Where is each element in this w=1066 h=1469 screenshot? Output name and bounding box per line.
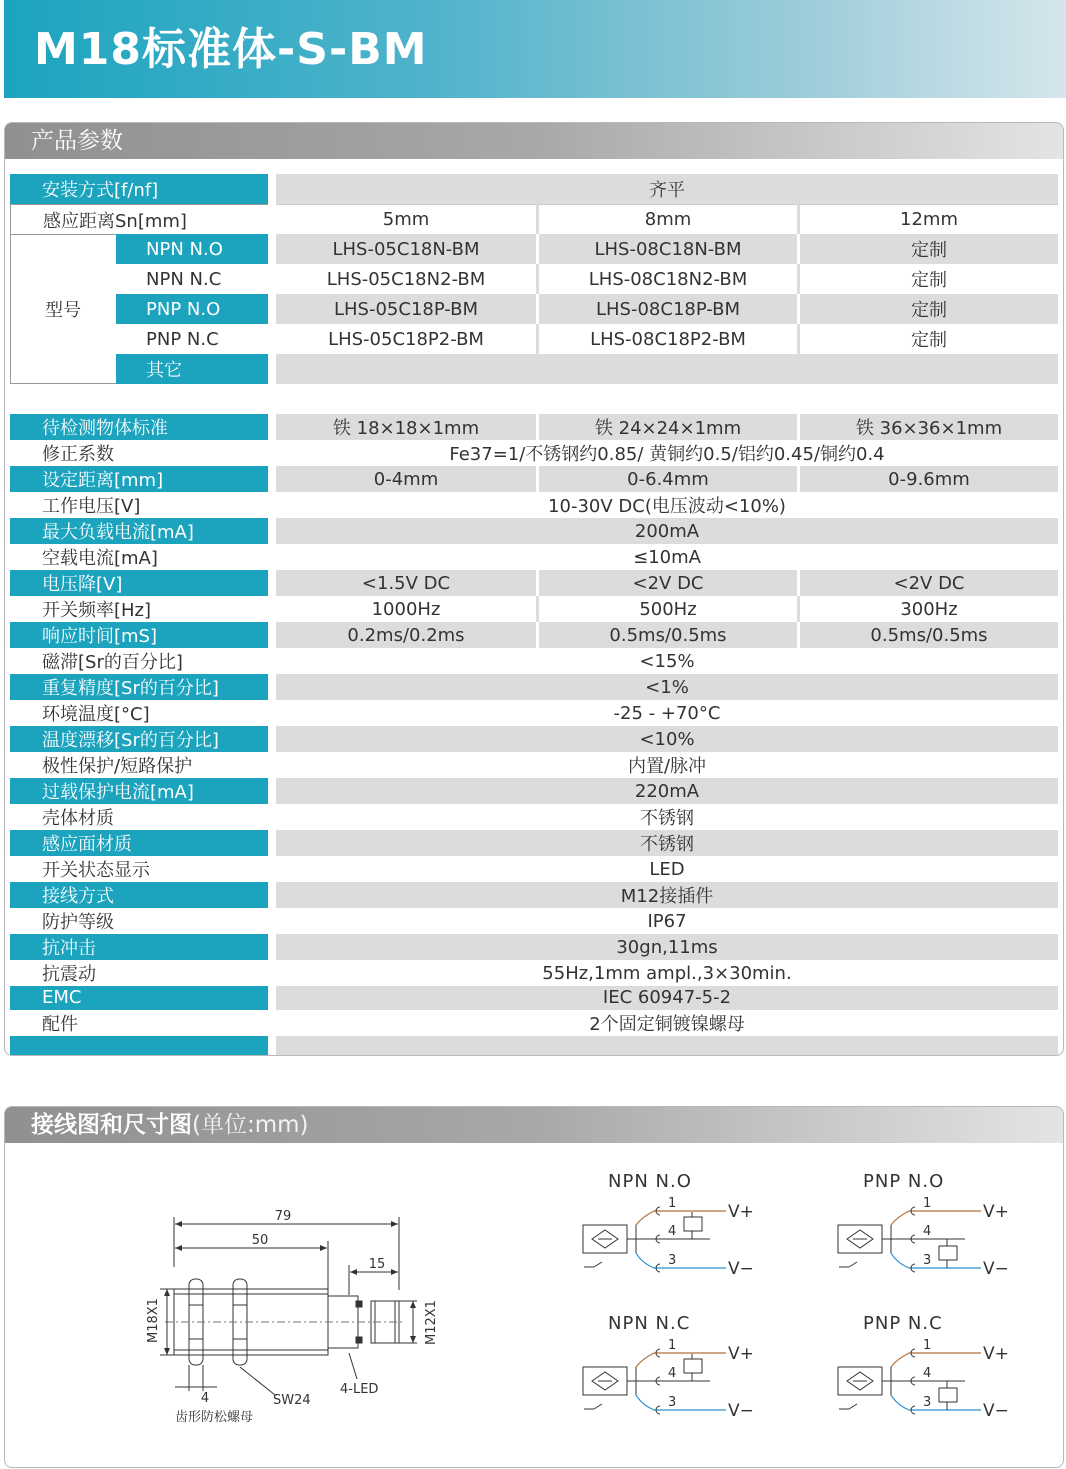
- pin-4: 4: [923, 1224, 932, 1239]
- spec-value: 不锈钢: [276, 830, 1058, 856]
- table-row: [10, 674, 1058, 700]
- table-row: [10, 324, 1058, 354]
- spec-value: 0.5ms/0.5ms: [536, 622, 797, 648]
- table-row: [10, 856, 1058, 882]
- product-params-panel: [4, 122, 1064, 1056]
- spec-label: 空载电流[mA]: [10, 544, 268, 570]
- pin-4: 4: [668, 1366, 677, 1381]
- dim-nut-label: 齿形防松螺母: [175, 1410, 254, 1425]
- dimension-drawing: [135, 1205, 455, 1435]
- v-plus: V+: [728, 1344, 754, 1364]
- table-row: [10, 264, 1058, 294]
- dim-sw24: SW24: [273, 1393, 311, 1408]
- pin-3: 3: [923, 1395, 932, 1410]
- model-cell: 定制: [797, 264, 1058, 294]
- table-row: [10, 752, 1058, 778]
- pin-4: 4: [668, 1224, 677, 1239]
- pin-4: 4: [923, 1366, 932, 1381]
- spec-label: 接线方式: [10, 882, 268, 908]
- model-cell: LHS-08C18P-BM: [536, 294, 797, 324]
- spec-value: 2个固定铜镀镍螺母: [276, 1010, 1058, 1036]
- spec-value: <1%: [276, 674, 1058, 700]
- pin-1: 1: [923, 1196, 932, 1211]
- table-row: [10, 234, 1058, 264]
- spec-label: 开关频率[Hz]: [10, 596, 268, 622]
- dim-50: 50: [251, 1233, 269, 1248]
- table-row: [10, 440, 1058, 466]
- mount-label: 安装方式[f/nf]: [10, 174, 268, 204]
- table-row: [10, 354, 1058, 384]
- spec-label: 开关状态显示: [10, 856, 268, 882]
- table-row: [10, 544, 1058, 570]
- spec-label: 待检测物体标准: [10, 414, 268, 440]
- dim-4: 4: [200, 1391, 210, 1406]
- table-row: [10, 648, 1058, 674]
- wiring-diagram: [835, 1167, 1035, 1287]
- spec-value: IEC 60947-5-2: [276, 986, 1058, 1010]
- model-cell: 定制: [797, 324, 1058, 354]
- spec-value: 不锈钢: [276, 804, 1058, 830]
- spec-value: 1000Hz: [276, 596, 536, 622]
- table-row: [10, 804, 1058, 830]
- spec-label: 抗冲击: [10, 934, 268, 960]
- dim-m18: M18X1: [146, 1298, 161, 1343]
- wiring-title: NPN N.O: [608, 1171, 692, 1192]
- table-row: [10, 622, 1058, 648]
- model-cell: 定制: [797, 294, 1058, 324]
- v-plus: V+: [728, 1202, 754, 1222]
- wiring-diagram: [580, 1167, 780, 1287]
- spec-label: 温度漂移[Sr的百分比]: [10, 726, 268, 752]
- table-row: [10, 518, 1058, 544]
- dim-m12: M12X1: [424, 1300, 439, 1345]
- spec-value: 内置/脉冲: [276, 752, 1058, 778]
- wiring-panel: [4, 1106, 1064, 1468]
- title-banner: [4, 0, 1066, 98]
- pin-3: 3: [668, 1395, 677, 1410]
- table-row: [10, 204, 1058, 234]
- spec-value: <15%: [276, 648, 1058, 674]
- spec-label: 最大负载电流[mA]: [10, 518, 268, 544]
- spec-value: -25 - +70°C: [276, 700, 1058, 726]
- model-cell: LHS-08C18P2-BM: [536, 324, 797, 354]
- spec-table: [10, 414, 1058, 1056]
- v-minus: V−: [983, 1401, 1009, 1421]
- spec-value: 0-6.4mm: [536, 466, 797, 492]
- spec-label: EMC: [10, 986, 268, 1010]
- spec-value: 220mA: [276, 778, 1058, 804]
- dim-79: 79: [274, 1209, 292, 1224]
- table-row: [10, 466, 1058, 492]
- table-row: [10, 492, 1058, 518]
- pin-3: 3: [923, 1253, 932, 1268]
- spec-label: 电压降[V]: [10, 570, 268, 596]
- table-row: [10, 830, 1058, 856]
- spec-label: 过载保护电流[mA]: [10, 778, 268, 804]
- table-row: [10, 1036, 1058, 1056]
- product-params-header: [5, 123, 1063, 159]
- spec-value: 0-9.6mm: [797, 466, 1058, 492]
- table-row: [10, 700, 1058, 726]
- v-plus: V+: [983, 1202, 1009, 1222]
- dim-15: 15: [368, 1257, 386, 1272]
- table-row: [10, 908, 1058, 934]
- spec-value: 500Hz: [536, 596, 797, 622]
- model-label: 型号: [10, 234, 116, 384]
- wiring-header: [5, 1107, 1063, 1143]
- spec-label: 防护等级: [10, 908, 268, 934]
- wiring-unit: (单位:mm): [192, 1112, 309, 1138]
- spec-value: IP67: [276, 908, 1058, 934]
- spec-value: ≤10mA: [276, 544, 1058, 570]
- spec-label: 配件: [10, 1010, 268, 1036]
- spec-value: <2V DC: [536, 570, 797, 596]
- spec-value: 300Hz: [797, 596, 1058, 622]
- type-pnp-no: PNP N.O: [116, 294, 268, 324]
- mount-value: 齐平: [276, 174, 1058, 204]
- model-cell: 定制: [797, 234, 1058, 264]
- spec-value: 0.5ms/0.5ms: [797, 622, 1058, 648]
- model-cell: LHS-05C18P2-BM: [276, 324, 536, 354]
- spec-value: 200mA: [276, 518, 1058, 544]
- spec-value: LED: [276, 856, 1058, 882]
- spec-label: 重复精度[Sr的百分比]: [10, 674, 268, 700]
- spec-value: <1.5V DC: [276, 570, 536, 596]
- table-row: [10, 570, 1058, 596]
- table-row: [10, 414, 1058, 440]
- table-row: [10, 934, 1058, 960]
- wiring-title-text: 接线图和尺寸图: [31, 1112, 192, 1138]
- spec-label: 磁滞[Sr的百分比]: [10, 648, 268, 674]
- spec-value: 0.2ms/0.2ms: [276, 622, 536, 648]
- distance-5mm: 5mm: [276, 204, 536, 234]
- distance-8mm: 8mm: [536, 204, 797, 234]
- wiring-diagram: [835, 1309, 1035, 1429]
- spec-value: 铁 36×36×1mm: [797, 414, 1058, 440]
- pin-1: 1: [923, 1338, 932, 1353]
- spec-value: M12接插件: [276, 882, 1058, 908]
- model-cell: LHS-08C18N-BM: [536, 234, 797, 264]
- v-minus: V−: [728, 1259, 754, 1279]
- spec-value: 0-4mm: [276, 466, 536, 492]
- type-pnp-nc: PNP N.C: [116, 324, 268, 354]
- pin-3: 3: [668, 1253, 677, 1268]
- distance-12mm: 12mm: [797, 204, 1058, 234]
- model-cell: LHS-05C18P-BM: [276, 294, 536, 324]
- spec-label: 修正系数: [10, 440, 268, 466]
- v-plus: V+: [983, 1344, 1009, 1364]
- model-table: [10, 174, 1058, 384]
- product-params-title: 产品参数: [31, 128, 123, 154]
- page-title: M18标准体-S-BM: [34, 24, 428, 75]
- table-row: [10, 174, 1058, 204]
- table-row: [10, 778, 1058, 804]
- spec-label: 工作电压[V]: [10, 492, 268, 518]
- spec-value: <10%: [276, 726, 1058, 752]
- v-minus: V−: [728, 1401, 754, 1421]
- model-cell: LHS-05C18N-BM: [276, 234, 536, 264]
- v-minus: V−: [983, 1259, 1009, 1279]
- spec-label: 设定距离[mm]: [10, 466, 268, 492]
- spec-value: 铁 24×24×1mm: [536, 414, 797, 440]
- distance-label: 感应距离Sn[mm]: [10, 204, 268, 234]
- pin-1: 1: [668, 1338, 677, 1353]
- pin-1: 1: [668, 1196, 677, 1211]
- type-other: 其它: [116, 354, 268, 384]
- wiring-title: [31, 1110, 309, 1140]
- spec-label: 感应面材质: [10, 830, 268, 856]
- spec-label: 壳体材质: [10, 804, 268, 830]
- dim-led: 4-LED: [340, 1382, 379, 1397]
- spec-value: 铁 18×18×1mm: [276, 414, 536, 440]
- spec-value: Fe37=1/不锈钢约0.85/ 黄铜约0.5/铝约0.45/铜约0.4: [276, 440, 1058, 466]
- wiring-title: PNP N.O: [863, 1171, 945, 1192]
- spec-label: 响应时间[mS]: [10, 622, 268, 648]
- wiring-title: PNP N.C: [863, 1313, 943, 1334]
- table-row: [10, 882, 1058, 908]
- wiring-title: NPN N.C: [608, 1313, 691, 1334]
- spec-label: 抗震动: [10, 960, 268, 986]
- table-row: [10, 1010, 1058, 1036]
- spec-value: 55Hz,1mm ampl.,3×30min.: [276, 960, 1058, 986]
- table-row: [10, 596, 1058, 622]
- table-row: [10, 960, 1058, 986]
- spec-value: <2V DC: [797, 570, 1058, 596]
- spec-label: 极性保护/短路保护: [10, 752, 268, 778]
- spec-value: 10-30V DC(电压波动<10%): [276, 492, 1058, 518]
- model-cell: LHS-08C18N2-BM: [536, 264, 797, 294]
- model-cell: LHS-05C18N2-BM: [276, 264, 536, 294]
- type-npn-nc: NPN N.C: [116, 264, 268, 294]
- spec-value: 30gn,11ms: [276, 934, 1058, 960]
- spec-label: 环境温度[°C]: [10, 700, 268, 726]
- table-row: [10, 726, 1058, 752]
- type-npn-no: NPN N.O: [116, 234, 268, 264]
- wiring-diagram: [580, 1309, 780, 1429]
- table-row: [10, 294, 1058, 324]
- table-row: [10, 986, 1058, 1010]
